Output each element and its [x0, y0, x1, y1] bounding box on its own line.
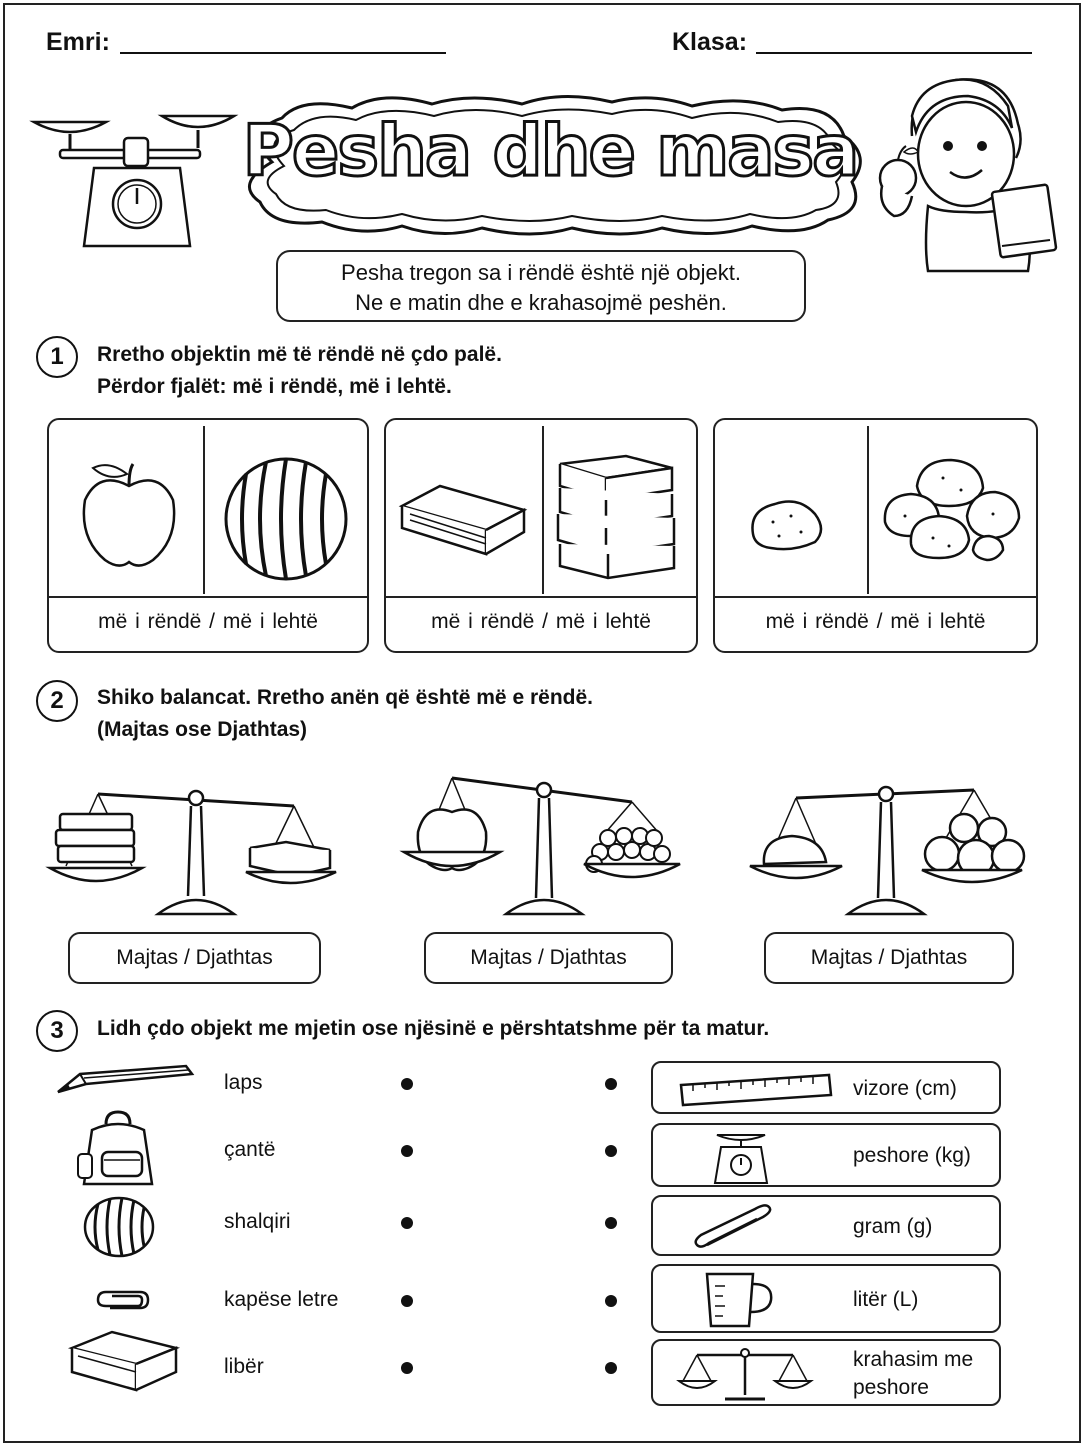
left-connection-dot[interactable]: [401, 1217, 413, 1229]
pair-2-answer-options[interactable]: më i rëndë / më i lehtë: [431, 610, 651, 633]
left-connection-dot[interactable]: [401, 1078, 413, 1090]
right-connection-dot[interactable]: [605, 1145, 617, 1157]
left-connection-dot[interactable]: [401, 1145, 413, 1157]
pair-3-answer-options[interactable]: më i rëndë / më i lehtë: [765, 610, 986, 633]
paperclip-icon: [96, 1288, 152, 1312]
object-label-pencil: laps: [224, 1071, 263, 1094]
question-3-text: Lidh çdo objekt me mjetin ose njësinë e përshtatshme për ta matur.: [97, 1017, 770, 1040]
balance-scale-stones-icon: [746, 778, 1036, 918]
tool-label-gram: gram (g): [853, 1215, 933, 1238]
page-title: Pesha dhe masa: [242, 110, 858, 192]
tool-label-balance: [853, 1346, 973, 1402]
scale-icon: [711, 1131, 771, 1185]
pair-card-1: [47, 418, 369, 653]
book-icon: [400, 482, 526, 562]
tool-label-balance-line-1: krahasim me: [853, 1348, 974, 1371]
question-1-line-2: Përdor fjalët: më i rëndë, më i lehtë.: [97, 375, 452, 398]
tool-label-liter: litër (L): [853, 1288, 919, 1311]
tool-box-gram[interactable]: [651, 1195, 1001, 1256]
tool-box-scale[interactable]: [651, 1123, 1001, 1187]
name-label: Emri:: [46, 28, 110, 56]
object-label-paperclip: kapëse letre: [224, 1288, 339, 1311]
question-2-number: 2: [36, 680, 78, 722]
question-1-number: 1: [36, 336, 78, 378]
apple-icon: [79, 460, 179, 570]
right-connection-dot[interactable]: [605, 1362, 617, 1374]
left-connection-dot[interactable]: [401, 1362, 413, 1374]
question-3-number: 3: [36, 1010, 78, 1052]
intro-line-1: Pesha tregon sa i rëndë është një objekt.: [341, 260, 741, 285]
pair-divider: [542, 426, 544, 594]
pair-answer-divider: [715, 596, 1036, 598]
question-1-text: [97, 339, 502, 403]
right-connection-dot[interactable]: [605, 1295, 617, 1307]
pair-divider: [867, 426, 869, 594]
small-stone-icon: [749, 496, 825, 552]
balance-2-answer-options[interactable]: Majtas / Djathtas: [424, 932, 673, 984]
question-1-line-1: Rretho objektin më të rëndë në çdo palë.: [97, 343, 502, 366]
tool-box-ruler[interactable]: [651, 1061, 1001, 1114]
pair-answer-divider: [386, 596, 696, 598]
object-label-book: libër: [224, 1355, 264, 1378]
balance-icon: [677, 1345, 813, 1403]
right-connection-dot[interactable]: [605, 1078, 617, 1090]
watermelon-icon: [223, 456, 349, 582]
paperclip-icon: [693, 1205, 777, 1249]
class-label: Klasa:: [672, 28, 748, 56]
balance-scale-apple-grapes-icon: [400, 772, 700, 918]
watermelon-icon: [82, 1196, 156, 1258]
tool-label-scale: peshore (kg): [853, 1144, 971, 1167]
book-icon: [68, 1328, 180, 1394]
balance-3-answer-options[interactable]: Majtas / Djathtas: [764, 932, 1014, 984]
intro-box: [276, 250, 806, 322]
book-stack-icon: [556, 454, 678, 580]
question-2-line-1: Shiko balancat. Rretho anën që është më e rëndë.: [97, 686, 593, 709]
stone-pile-icon: [881, 456, 1025, 560]
balance-1-answer-options[interactable]: Majtas / Djathtas: [68, 932, 321, 984]
object-label-backpack: çantë: [224, 1138, 276, 1161]
class-input-line[interactable]: [756, 52, 1032, 54]
backpack-icon: [74, 1110, 160, 1190]
balance-scale-books-icon: [46, 786, 346, 918]
pair-divider: [203, 426, 205, 594]
intro-line-2: Ne e matin dhe e krahasojmë peshën.: [355, 290, 727, 315]
right-connection-dot[interactable]: [605, 1217, 617, 1229]
title-banner: [232, 92, 868, 240]
tool-label-ruler: vizore (cm): [853, 1077, 957, 1100]
question-2-text: [97, 682, 593, 746]
kitchen-scale-icon: [30, 108, 240, 253]
left-connection-dot[interactable]: [401, 1295, 413, 1307]
measuring-cup-icon: [701, 1270, 777, 1330]
pencil-icon: [56, 1064, 198, 1104]
question-2-line-2: (Majtas ose Djathtas): [97, 718, 308, 741]
tool-box-balance[interactable]: [651, 1339, 1001, 1406]
boy-with-apple-and-books-icon: [868, 66, 1068, 276]
name-input-line[interactable]: [120, 52, 446, 54]
tool-label-balance-line-2: peshore: [853, 1376, 929, 1399]
pair-card-3: [713, 418, 1038, 653]
pair-card-2: [384, 418, 698, 653]
tool-box-liter[interactable]: [651, 1264, 1001, 1333]
ruler-icon: [679, 1073, 835, 1107]
pair-answer-divider: [49, 596, 367, 598]
pair-1-answer-options[interactable]: më i rëndë / më i lehtë: [98, 610, 318, 633]
object-label-watermelon: shalqiri: [224, 1210, 291, 1233]
